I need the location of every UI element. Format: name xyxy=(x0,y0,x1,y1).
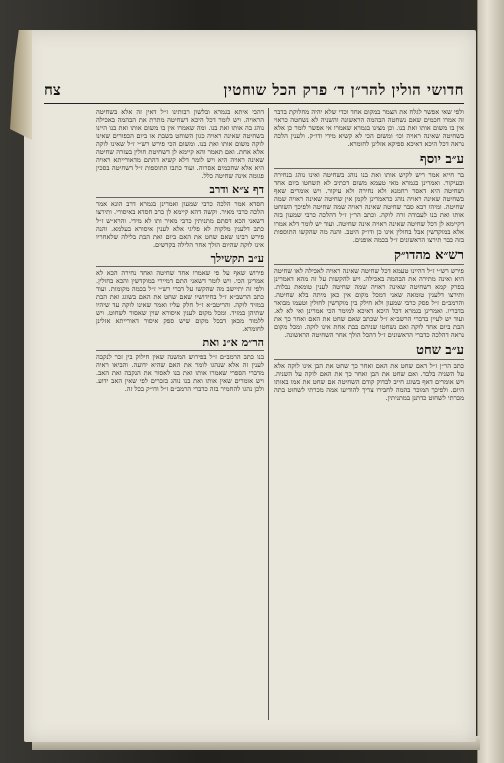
right-section-text-1: בר חייא אמר ריש לקיש אותו ואת בנו נוהג בשחיטה ואינו נוהג בנחירה ובעיקור. ואמרינן בגמרא מאי טעמא משום דכתיב לא תשחטו ביום אחד ושחיטה היא דאסר רחמנא ולא נחירה ולא עיקור. ויש אומרים שאף בשחיטה שאינה ראויה נוהג כדאמרינן לקמן אין שחיטה שאינה ראויה שמה שחיטה. ומיהו רבא סבר שחיטה שאינה ראויה שמה שחיטה ולפיכך השוחט אותו ואת בנו לעבודה זרה לוקה. וכתב הר״ן ז״ל דהלכה כרבי שמעון בזה דקיימא לן דכל שחיטה שאינה ראויה אינה שחיטה. ועוד יש לומר דלא אמרו אלא במוקדשין אבל בחולין אינו כן ודו״ק היטב. והנה מה שהקשו התוספות בזה כבר תירצו הראשונים ז״ל בכמה אופנים. xyxy=(274,171,464,244)
left-section-text-2: פירוש שאף על פי שאמרו אחד שחיטה ואחד נחירה הכא לא אמרינן הכי. ויש לומר דשאני התם דמיירי במוקדשין והכא בחולין. ולפי זה יתיישב מה שהקשו על דברי רש״י ז״ל בכמה מקומות. ועוד כתב הרשב״א ז״ל בחידושיו שאם שחט את האם בשוגג ואת הבת במזיד לוקה. והריטב״א ז״ל חלק עליו ואמר שאינו לוקה עד שיהיו שתיהן במזיד. ומכל מקום לענין איסורא שוין שאסור לשחוט. ויש ללמוד מכאן דבכל מקום שיש ספק איסור דאורייתא אזלינן לחומרא. xyxy=(96,268,264,334)
column-divider xyxy=(268,108,269,720)
section-heading-label: ע״ב יוסף xyxy=(420,152,464,168)
page-header xyxy=(44,78,464,102)
section-heading-label: ע״ב תקשילך xyxy=(210,251,264,265)
section-heading-label: דף צ״א ודרב xyxy=(209,183,264,197)
right-intro-text: ולפי שאי אפשר לגלח את הצמר במקום אחד וכדי שלא יהיה מחלוקת בדבר זה אמרו חכמים שאם נשחטה הבהמה הראשונה והשניה לא נשחטה כראוי אין בו משום אותו ואת בנו. וכן מצינו בגמרא שאמרו אי אפשר לומר כן אלא בשחיטה שאינה ראויה וכו׳ ומשום הכי לא קשיא מידי ודו״ק. ולענין הלכה נראה דכל היכא דאיכא ספיקא אזלינן לחומרא. xyxy=(274,108,464,149)
right-text-column xyxy=(274,108,464,720)
header-rule xyxy=(44,103,464,104)
running-header-title: חדושי הולין להר״ן ד׳ פרק הכל שוחטין xyxy=(223,80,464,99)
left-section-heading-2 xyxy=(96,252,264,267)
left-intro-text: דהכי איתא בגמרא ובלשון רבותינו ז״ל דאין זה אלא בשחיטה הראויה. ויש לומר דכל היכא דשחיטה מתרת את הבהמה באכילה נוהג בה אותו ואת בנו. ומה שאמרו אין בו משום אותו ואת בנו היינו בשחיטה שאינה ראויה כגון השוחט בשבת או ביום הכפורים שאינו לוקה משום אותו ואת בנו. ומשום הכי פירש רש״י ז״ל שאינו לוקה אלא אחת. ואם תאמר והא קיימא לן דשחיטת חולין בעזרה שחיטה שאינה ראויה היא ויש לומר דלא קשיא דהתם מדאורייתא ראויה היא אלא שחכמים אסרוה. ועוד כתבו התוספות ז״ל דשחיטה בסכין פגומה אינה שחיטה כלל. xyxy=(96,108,264,181)
right-section-heading-1 xyxy=(274,151,464,169)
right-section-text-3: כתב הר״ן ז״ל דאם שחט את האם ואחר כך שחט את הבן אינו לוקה אלא על השניה בלבד. ואם שחט את הבן ואחר כך את האם לוקה על השניה. ויש אומרים דאף בשוגג חייב לבדוק קודם השחיטה אם שחט את אמו באותו היום. ולפיכך המוכר בהמה לחבירו צריך להודיעו אמה מכרתי לשחוט בתה מכרתי לשחוט כדתנן במתניתין. xyxy=(274,362,464,403)
page-number: צח xyxy=(44,80,61,99)
section-heading-label: רש״א מהדו״ק xyxy=(393,247,464,263)
left-text-column xyxy=(96,108,264,720)
book-spine-edge xyxy=(477,0,504,763)
left-section-text-3: בנו כתב הרמב״ם ז״ל בפירוש המשנה שאין חילוק בין זכר לנקבה לענין זה אלא שנהגו לומר את האם שהיא ידועה. והביאו ראיה מדברי הספרי שאמרו אותו ואת בנו לאסור את הנקבה ואת האב. ויש אומרים שאין אותו ואת בנו נוהג בזכרים לפי שאין האב ידוע. ולכן נהגו להחמיר בזה כדברי הרמב״ם ז״ל ודו״ק בכל זה. xyxy=(96,353,264,394)
left-section-heading-1 xyxy=(96,183,264,198)
section-heading-label: הר״מ א״נ ואת xyxy=(202,336,264,350)
right-section-text-2: פירש רש״י ז״ל דהיינו טעמא דכל שחיטה שאינה ראויה לאכילה לאו שחיטה היא ואינה מתירה את הבהמה באכילה. ויש להקשות על זה מהא דאמרינן בפרק קמא דשחיטה שאינה ראויה שמה שחיטה לענין טומאת נבלות. ותירצו דלענין טומאה שאני דמכל מקום אין כאן מיתה בלא שחיטה. והרמב״ם ז״ל פסק כרבי שמעון ולא חילק בין מוקדשין לחולין וטעמו מבואר בדבריו. ואמרינן בגמרא דכל היכא דאיכא למימר הכי אמרינן ואי לא לא. ועוד יש לעיין בדברי הרשב״א ז״ל שכתב שאם שחט את האם ואחר כך את הבת ביום אחד לוקה ואם נשחטו שניהם בבת אחת אינו לוקה. ומכל מקום נראה דהלכה כדברי הראשונים ז״ל דהכל הולך אחר השחיטה הראשונה. xyxy=(274,266,464,340)
left-section-heading-3 xyxy=(96,336,264,351)
right-section-heading-2 xyxy=(274,247,464,265)
right-section-heading-3 xyxy=(274,342,464,360)
left-section-text-1: חסדא אמר הלכה כרבי שמעון ואמרינן בגמרא דרב הונא אמר הלכה כרבי מאיר. וקשה דהא קיימא לן כרב חסדא באיסורי. ותירצו דשאני הכא דסתם מתניתין כרבי מאיר ותו לא מידי. והרא״ש ז״ל כתב דלענין מלקות לא פליגי אלא לענין איסורא בעלמא. והנה פירש רבינו שאם שחט את האם ביום ואת הבת בלילה שלאחריו אינו לוקה שהיום הולך אחר הלילה בקדשים. xyxy=(96,200,264,249)
section-heading-label: ע״ב שחט xyxy=(416,343,464,359)
